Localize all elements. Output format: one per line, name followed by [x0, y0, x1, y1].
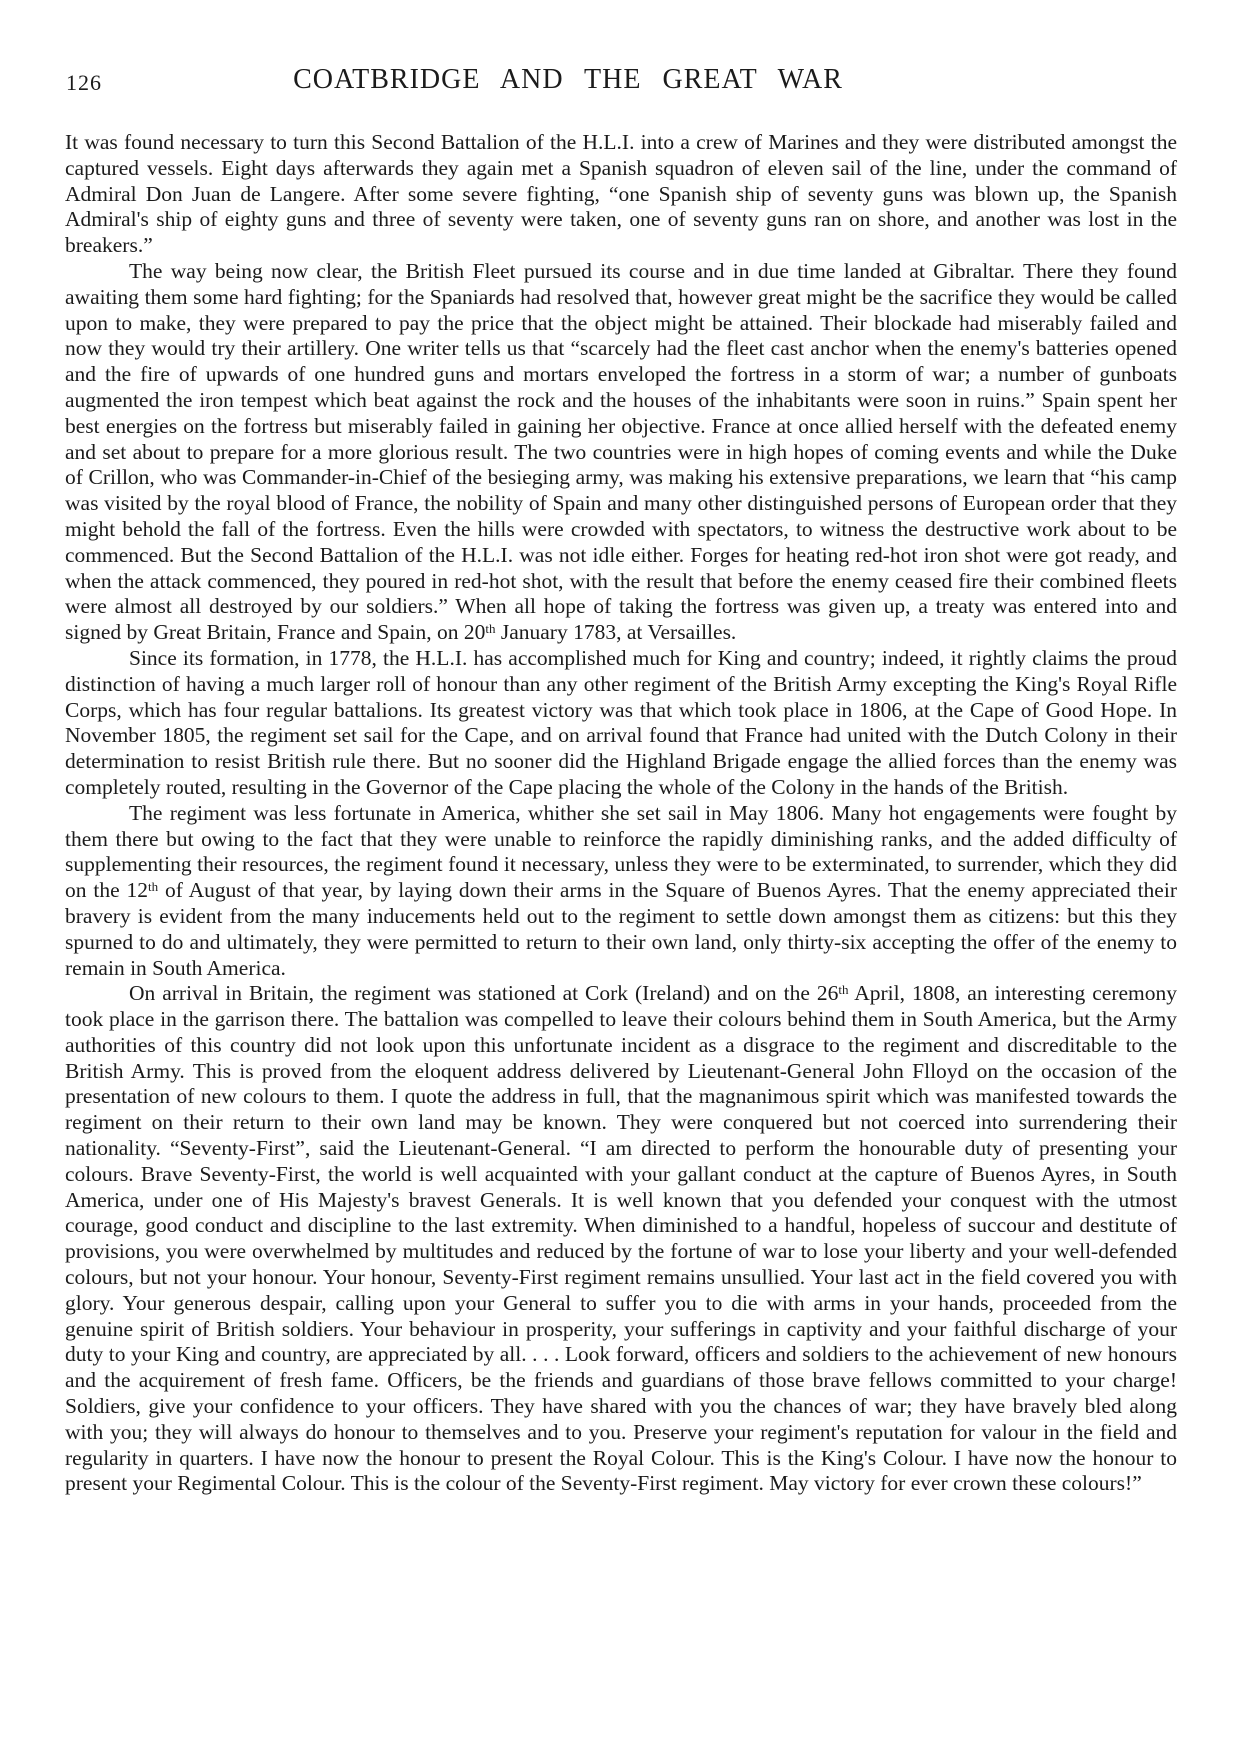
page-body: [65, 130, 1177, 1497]
paragraph: The regiment was less fortunate in America, whither she set sail in May 1806. Many hot engagements were fought by them there but owing to the fact that they were unable to reinforce the rapidly diminishing ranks, and the added difficulty of supplementing their resources, the regiment found it necessary, unless they were to be exterminated, to surrender, which they did on the 12th of August of that year, by laying down their arms in the Square of Buenos Ayres. That the enemy appreciated their bravery is evident from the many inducements held out to the regiment to settle down amongst them as citizens: but this they spurned to do and ultimately, they were permitted to return to their own land, only thirty-six accepting the offer of the enemy to remain in South America.: [65, 800, 1177, 980]
ordinal-superscript: th: [838, 982, 849, 998]
page-title: COATBRIDGE AND THE GREAT WAR: [293, 64, 843, 95]
paragraph: The way being now clear, the British Fleet pursued its course and in due time landed at Gibraltar. There they found awaiting them some hard fighting; for the Spaniards had resolved that, however great might be the sacrifice they would be called upon to make, they were prepared to pay the price that the object might be attained. Their blockade had miserably failed and now they would try their artillery. One writer tells us that “scarcely had the fleet cast anchor when the enemy's batteries opened and the fire of upwards of one hundred guns and mortars enveloped the fortress in a storm of war; a number of gunboats augmented the iron tempest which beat against the rock and the houses of the inhabitants were soon in ruins.” Spain spent her best energies on the fortress but miserably failed in gaining her objective. France at once allied herself with the defeated enemy and set about to prepare for a more glorious result. The two countries were in high hopes of coming events and while the Duke of Crillon, who was Commander-in-Chief of the besieging army, was making his extensive preparations, we learn that “his camp was visited by the royal blood of France, the nobility of Spain and many other distinguished persons of European order that they might behold the fall of the fortress. Even the hills were crowded with spectators, to witness the destructive work about to be commenced. But the Second Battalion of the H.L.I. was not idle either. Forges for heating red-hot iron shot were got ready, and when the attack commenced, they poured in red-hot shot, with the result that before the enemy ceased fire their combined fleets were almost all destroyed by our soldiers.” When all hope of taking the fortress was given up, a treaty was entered into and signed by Great Britain, France and Spain, on 20th January 1783, at Versailles.: [65, 258, 1177, 645]
ordinal-superscript: th: [485, 621, 496, 637]
ordinal-superscript: th: [148, 879, 159, 895]
paragraph: Since its formation, in 1778, the H.L.I. has accomplished much for King and country; indeed, it rightly claims the proud distinction of having a much larger roll of honour than any other regiment of the British Army excepting the King's Royal Rifle Corps, which has four regular battalions. Its greatest victory was that which took place in 1806, at the Cape of Good Hope. In November 1805, the regiment set sail for the Cape, and on arrival found that France had united with the Dutch Colony in their determination to resist British rule there. But no sooner did the Highland Brigade engage the allied forces than the enemy was completely routed, resulting in the Governor of the Cape placing the whole of the Colony in the hands of the British.: [65, 645, 1177, 799]
paragraph: It was found necessary to turn this Second Battalion of the H.L.I. into a crew of Marines and they were distributed amongst the captured vessels. Eight days afterwards they again met a Spanish squadron of eleven sail of the line, under the command of Admiral Don Juan de Langere. After some severe fighting, “one Spanish ship of seventy guns was blown up, the Spanish Admiral's ship of eighty guns and three of seventy were taken, one of seventy guns ran on shore, and another was lost in the breakers.”: [65, 130, 1177, 258]
paragraph: On arrival in Britain, the regiment was stationed at Cork (Ireland) and on the 26th April, 1808, an interesting ceremony took place in the garrison there. The battalion was compelled to leave their colours behind them in South America, but the Army authorities of this country did not look upon this unfortunate incident as a disgrace to the regiment and discreditable to the British Army. This is proved from the eloquent address delivered by Lieutenant-General John Flloyd on the occasion of the presentation of new colours to them. I quote the address in full, that the magnanimous spirit which was manifested towards the regiment on their return to their own land may be known. They were conquered but not coerced into surrendering their nationality. “Seventy-First”, said the Lieutenant-General. “I am directed to perform the honourable duty of presenting your colours. Brave Seventy-First, the world is well acquainted with your gallant conduct at the capture of Buenos Ayres, in South America, under one of His Majesty's bravest Generals. It is well known that you defended your conquest with the utmost courage, good conduct and discipline to the last extremity. When diminished to a handful, hopeless of succour and destitute of provisions, you were overwhelmed by multitudes and reduced by the fortune of war to lose your liberty and your well-defended colours, but not your honour. Your honour, Seventy-First regiment remains unsullied. Your last act in the field covered you with glory. Your generous despair, calling upon your General to suffer you to die with arms in your hands, proceeded from the genuine spirit of British soldiers. Your behaviour in prosperity, your sufferings in captivity and your faithful discharge of your duty to your King and country, are appreciated by all. . . . Look forward, officers and soldiers to the achievement of new honours and the acquirement of fresh fame. Officers, be the friends and guardians of those brave fellows committed to your charge! Soldiers, give your confidence to your officers. They have shared with you the chances of war; they have bravely bled along with you; they will always do honour to themselves and to you. Preserve your regiment's reputation for valour in the field and regularity in quarters. I have now the honour to present the Royal Colour. This is the King's Colour. I have now the honour to present your Regimental Colour. This is the colour of the Seventy-First regiment. May victory for ever crown these colours!”: [65, 981, 1178, 1496]
page-number: 126: [66, 70, 102, 95]
